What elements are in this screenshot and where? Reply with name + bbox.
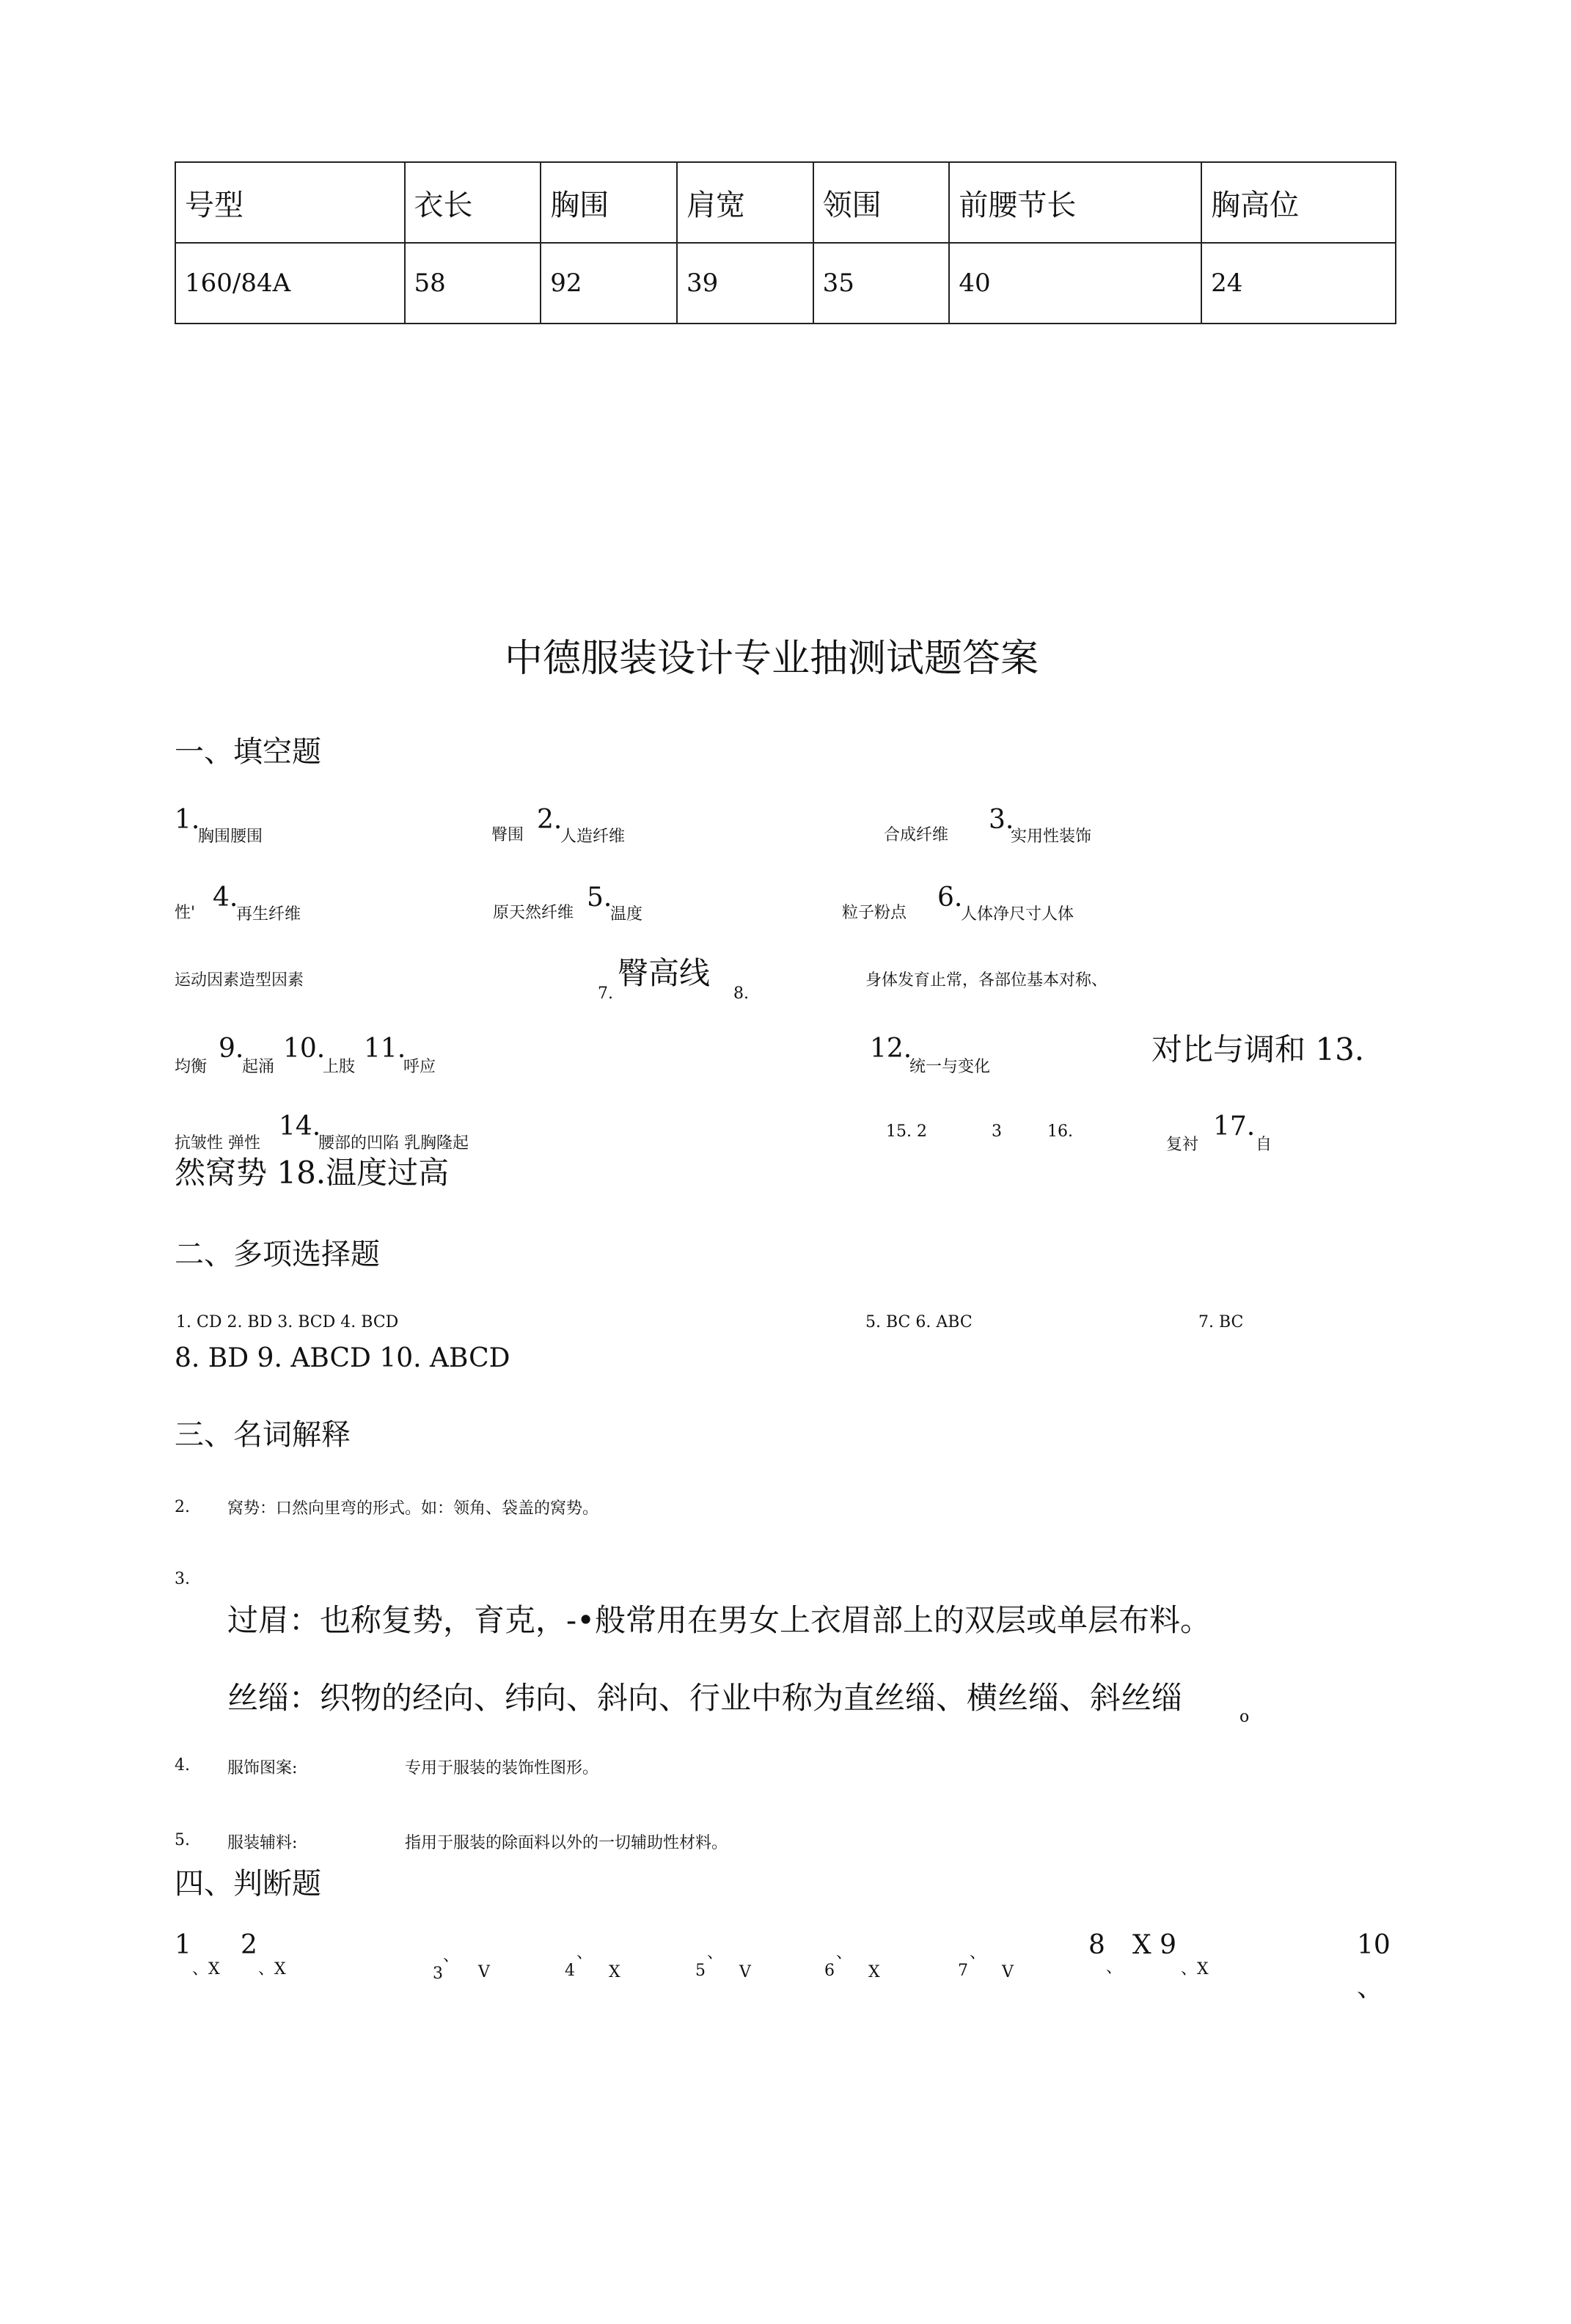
answer-number: 2 xyxy=(241,1930,257,1960)
answer-text: 服装辅料: xyxy=(227,1834,298,1852)
answer-text: V xyxy=(739,1963,751,1981)
answer-number: 3. xyxy=(989,805,1014,835)
answer-number: 2. xyxy=(175,1498,190,1516)
answer-number: 6. xyxy=(937,883,963,913)
answer-text: 然窝势 18.温度过高 xyxy=(175,1155,450,1191)
table-header-cell: 胸围 xyxy=(541,162,677,243)
answer-number: 8. xyxy=(733,984,749,1003)
table-cell: 39 xyxy=(677,243,813,324)
answer-text: 、 xyxy=(836,1944,853,1962)
answer-text: 运动因素造型因素 xyxy=(175,971,304,990)
answer-number: 5. xyxy=(587,883,612,913)
answer-text: 、X xyxy=(192,1960,220,1978)
table-header-cell: 肩宽 xyxy=(677,162,813,243)
answer-text: 合成纤维 xyxy=(884,826,949,844)
answer-text: 、X xyxy=(1181,1960,1209,1978)
answer-text: 粒子粉点 xyxy=(842,904,907,922)
answer-number: 5 xyxy=(695,1962,706,1980)
table-cell: 40 xyxy=(949,243,1201,324)
answer-number: 7. xyxy=(598,984,613,1003)
table-header-cell: 衣长 xyxy=(405,162,541,243)
answer-text: 原天然纤维 xyxy=(493,904,574,922)
section-heading: 二、多项选择题 xyxy=(175,1238,380,1271)
answer-text: 、 xyxy=(970,1944,986,1962)
answer-text: 上肢 xyxy=(323,1058,356,1076)
answer-text: 人体净尺寸人体 xyxy=(961,905,1074,924)
answer-number: 11. xyxy=(364,1034,406,1064)
table-header-cell: 前腰节长 xyxy=(949,162,1201,243)
answer-number: 17. xyxy=(1213,1111,1256,1141)
table-cell: 160/84A xyxy=(175,243,405,324)
answer-text: 再生纤维 xyxy=(236,905,301,924)
answer-text: 臀围 xyxy=(491,826,524,844)
answer-text: 过眉：也称复势，育克，-•般常用在男女上衣眉部上的双层或单层布料。 xyxy=(227,1602,1211,1638)
size-spec-table xyxy=(175,161,1396,324)
answer-text: 7. BC xyxy=(1198,1313,1244,1331)
answer-text: 胸围腰围 xyxy=(198,827,263,846)
answer-text: 专用于服装的装饰性图形。 xyxy=(405,1759,599,1777)
answer-text: 、 xyxy=(707,1944,724,1962)
answer-text: 腰部的凹陷 乳胸隆起 xyxy=(318,1134,469,1152)
section-heading: 四、判断题 xyxy=(175,1867,321,1901)
answer-number: 8 xyxy=(1088,1930,1105,1960)
answer-number: 1. xyxy=(175,805,200,835)
answer-text: 、 xyxy=(1357,1973,1384,2003)
answer-text: 实用性装饰 xyxy=(1011,827,1092,846)
answer-text: X xyxy=(868,1963,880,1981)
section-heading: 三、名词解释 xyxy=(175,1418,351,1452)
answer-text: 复衬 xyxy=(1166,1136,1199,1154)
answer-text: 服饰图案: xyxy=(227,1759,298,1777)
table-cell: 58 xyxy=(405,243,541,324)
answer-number: 4. xyxy=(175,1756,190,1775)
answer-text: 抗皱性 弹性 xyxy=(175,1134,260,1152)
answer-text: 起涌 xyxy=(242,1058,275,1076)
table-header-row xyxy=(175,162,1396,243)
answer-text: V xyxy=(478,1963,490,1981)
table-header-cell: 领围 xyxy=(813,162,950,243)
answer-text: 自 xyxy=(1256,1136,1272,1154)
answer-text: 臀高线 xyxy=(618,955,711,991)
answer-number: 9. xyxy=(219,1034,244,1064)
table-cell: 24 xyxy=(1201,243,1396,324)
answer-number: 10. xyxy=(283,1034,326,1064)
answer-text: 统一与变化 xyxy=(909,1058,991,1076)
answer-number: 10 xyxy=(1357,1930,1391,1960)
answer-text: 性' xyxy=(175,904,196,922)
table-cell: 35 xyxy=(813,243,950,324)
answer-number: 12. xyxy=(870,1034,912,1064)
answer-number: 3. xyxy=(175,1570,190,1588)
table-header-cell: 胸高位 xyxy=(1201,162,1396,243)
answer-number: 7 xyxy=(958,1962,968,1980)
answer-text: 人造纤维 xyxy=(560,827,626,846)
answer-text: X 9 xyxy=(1132,1930,1176,1960)
page-title: 中德服装设计专业抽测试题答案 xyxy=(505,637,1039,681)
table-row xyxy=(175,243,1396,324)
answer-text: 5. BC 6. ABC xyxy=(865,1313,973,1331)
answer-text: 均衡 xyxy=(175,1058,208,1076)
answer-text: 3 xyxy=(992,1122,1002,1141)
answer-number: 3 xyxy=(433,1965,443,1983)
answer-text: 对比与调和 13. xyxy=(1151,1031,1365,1067)
answer-number: 6 xyxy=(824,1962,835,1980)
answer-text: 、 xyxy=(1106,1959,1123,1977)
answer-text: 丝缁：织物的经向、纬向、斜向、行业中称为直丝缁、横丝缁、斜丝缁 xyxy=(227,1680,1183,1716)
answer-text: o xyxy=(1239,1708,1250,1726)
section-heading: 一、填空题 xyxy=(175,735,321,769)
answer-number: 1 xyxy=(175,1930,191,1960)
answer-text: 、 xyxy=(443,1947,460,1965)
answer-number: 14. xyxy=(279,1111,321,1141)
table-cell: 92 xyxy=(541,243,677,324)
answer-text: 呼应 xyxy=(403,1058,436,1076)
answer-text: X xyxy=(609,1963,620,1981)
answer-text: 指用于服装的除面料以外的一切辅助性材料。 xyxy=(405,1834,728,1852)
answer-text: 、 xyxy=(576,1944,593,1962)
answer-text: 身体发育止常，各部位基本对称、 xyxy=(865,971,1108,990)
answer-number: 4 xyxy=(565,1962,575,1980)
answer-text: V xyxy=(1002,1963,1014,1981)
answer-number: 4. xyxy=(213,883,238,913)
answer-text: 窝势：口然向里弯的形式。如：领角、袋盖的窝势。 xyxy=(227,1499,599,1518)
answer-number: 5. xyxy=(175,1831,190,1849)
table-header-cell: 号型 xyxy=(175,162,405,243)
answer-text: 、X xyxy=(258,1960,286,1978)
answer-text: 温度 xyxy=(610,905,643,924)
answer-text: 1. CD 2. BD 3. BCD 4. BCD xyxy=(176,1313,399,1331)
answer-number: 16. xyxy=(1047,1122,1073,1141)
answer-text: 15. 2 xyxy=(886,1122,927,1141)
answer-number: 2. xyxy=(537,805,563,835)
answer-text: 8. BD 9. ABCD 10. ABCD xyxy=(175,1343,510,1373)
